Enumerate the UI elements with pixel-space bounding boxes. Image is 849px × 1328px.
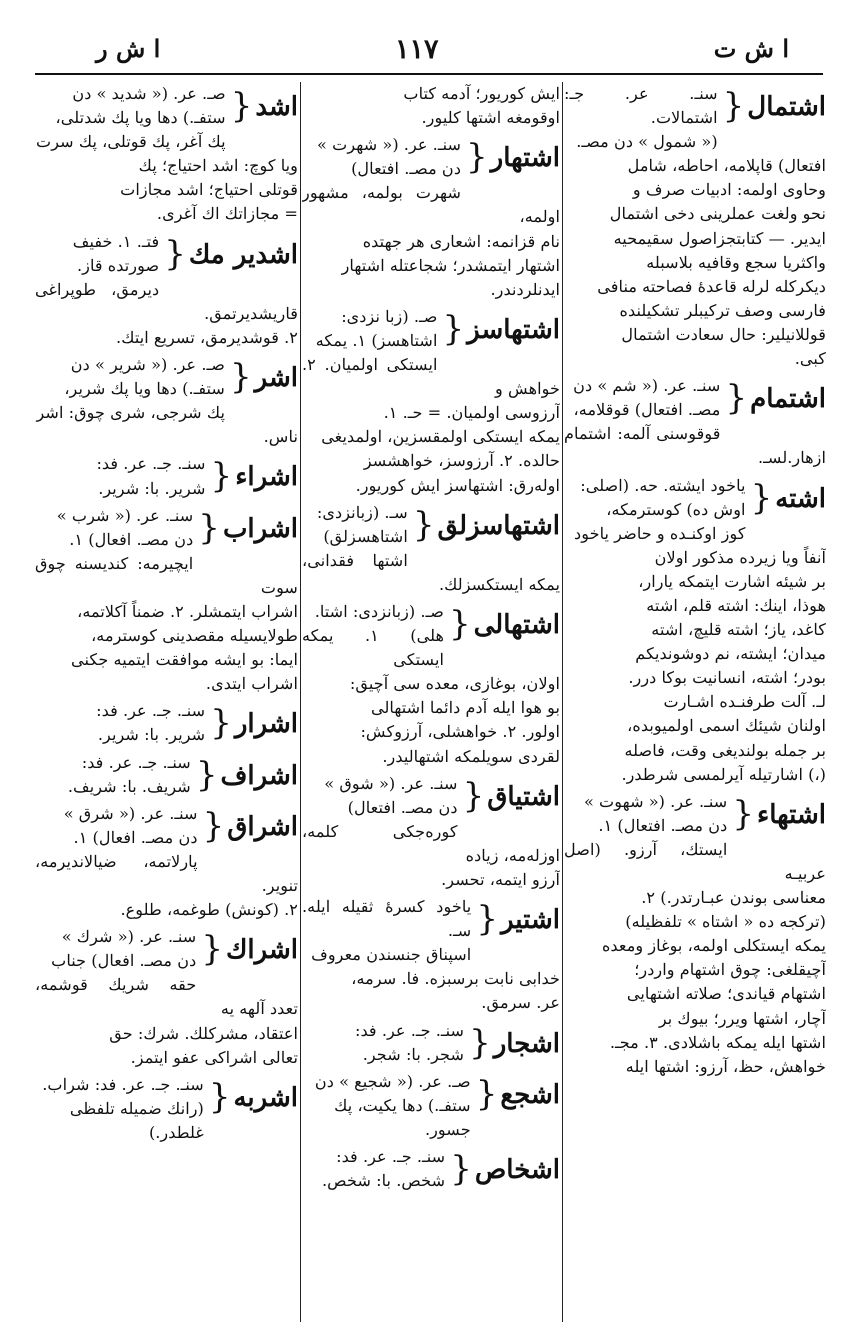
definition-line: يمكه ايستكلى اولمه، بوغاز ومعده [601, 936, 826, 956]
definition-line: بر جمله بولنديغى وقت، فاصله [624, 740, 826, 760]
definition-line: ايما: بو ايشه موافقت ايتميه جكنى [71, 650, 298, 670]
dictionary-entry [35, 504, 298, 697]
dictionary-entry [564, 790, 826, 1079]
entry-headword: اشر { [230, 353, 298, 402]
definition-line: صـ. عر. (« شجيع » دن [314, 1071, 471, 1091]
definition-line: قوتلى احتياج؛ اشد مجازات [120, 180, 298, 200]
definition-line: (،) اشارتيله آيرلمسى شرطدر. [621, 764, 826, 784]
definition-line: سـ. (زبانزدى: [316, 502, 408, 522]
definition-line: صـ. عر. (« شديد » دن [72, 84, 226, 103]
definition-line: ايچيرمه: كنديسنه چوق سوت [35, 553, 298, 597]
entry-headword: اشد { [231, 82, 298, 131]
definition-line: ايستك، آرزو. (اصل عربيـه [564, 839, 826, 883]
entry-headword: اشراف { [196, 751, 298, 800]
entry-headword: اشتهاسزلق { [413, 501, 560, 550]
definition-line: تعالى اشراكى عفو ايتمز. [130, 1047, 298, 1067]
definition-line: آچيقلغى: چوق اشتهام واردر؛ [634, 960, 826, 980]
definition-line: ديكركله لرله قاعدهٔ فصاحته منافى [597, 276, 826, 296]
definition-line: ستفـ.) دها ويا پك شدتلى، [55, 108, 226, 128]
definition-line: اشتهام قياندى؛ صلاته اشتهايى [626, 984, 826, 1004]
definition-line: آنفاً ويا زيرده مذكور اولان [654, 547, 826, 567]
entry-headword: اشتهاسز { [442, 305, 560, 354]
definition-line: سنـ. جـ. عر. فد: [354, 1020, 465, 1040]
dictionary-entry [35, 699, 298, 747]
entry-headword: اشته { [751, 474, 826, 523]
definition-line: دن مصـ. افعال) ١. [69, 529, 194, 549]
definition-line: دن مصـ. افتعال) [347, 797, 458, 817]
definition-line: لـ. آلت طرفنـده اشـارت [663, 692, 826, 712]
page-header [0, 0, 849, 78]
definition-line: اولور. ٢. خواهشلى، آرزوكش: [360, 722, 560, 742]
dictionary-entry [35, 751, 298, 799]
entry-headword: اشجع { [476, 1070, 560, 1119]
definition-line: اشراب ايتمشلر. ٢. ضمناً آكلاتمه، [77, 601, 298, 621]
definition-line: عر. سرمق. [481, 993, 560, 1013]
definition-line: ديرمق، طوپراغى قاريشديرتمق. [35, 279, 298, 323]
definition-line: خواهش، حظ، آرزو: اشتها ايله [625, 1056, 826, 1076]
definition-line: جسور. [424, 1119, 471, 1139]
definition-line: شريف. با: شريف. [67, 776, 191, 796]
definition-line: وحاوى اولمه: ادبيات صرف و [632, 180, 826, 200]
definition-line: صـ. (زبانزدى: اشتا. [314, 601, 444, 621]
dictionary-entry [35, 925, 298, 1070]
definition-line: ايش كوريور؛ آدمه كتاب [403, 84, 560, 103]
definition-line: هلى) ١. يمكه ايستكى [302, 626, 444, 670]
definition-line: واكثريا سجع وقافيه بلاسبله [646, 252, 826, 272]
definition-line: اسپناق جنسندن معروف [311, 945, 472, 965]
definition-line: صـ. (زبا نزدى: [341, 306, 438, 326]
definition-line: = مجازاتك اك آغرى. [156, 204, 298, 224]
definition-line: سنـ. عر. (« شم » دن [573, 376, 721, 396]
definition-line: معناسى بوندن عبـارتدر.) ٢. [641, 888, 826, 908]
definition-line: شجر. با: شجر. [362, 1044, 465, 1064]
definition-line: بر شيئه اشارت ايتمكه يارار، [638, 571, 826, 591]
definition-line: سنـ. جـ. عر. فد: [96, 701, 206, 721]
dictionary-entry [302, 1070, 560, 1142]
definition-line: دن مصـ. افعال) جناب [51, 951, 197, 971]
column-divider [562, 82, 563, 1322]
dictionary-column-left [35, 82, 298, 1322]
page-number: ١١٧ [395, 34, 439, 65]
definition-line: سنـ. عر. (« شهوت » [583, 791, 728, 811]
definition-line: لقردى سويلمكه اشتهاليدر. [382, 746, 560, 766]
dictionary-entry [302, 1019, 560, 1067]
definition-line: كورەجكى كلمه، اوزلەمه، زياده [302, 821, 560, 865]
dictionary-entry [302, 501, 560, 597]
entry-headword: اشتمام { [725, 374, 826, 423]
definition-line: آچار، اشتها ويرر؛ بيوك بر [658, 1008, 826, 1028]
header-rule [35, 73, 823, 75]
definition-line: ٢. (كونش) طوغمه، طلوع. [120, 900, 298, 920]
definition-line: آرزو ايتمه، تحسر. [441, 870, 560, 889]
entry-headword: اشتمال { [723, 82, 826, 131]
dictionary-entry [35, 353, 298, 449]
definition-line: سنـ. جـ. عر. فد: [96, 454, 206, 474]
dictionary-entry [302, 772, 560, 892]
definition-line: شرير. با: شرير. [98, 478, 206, 498]
definition-line: (تركجه ده « اشتاه » تلفظيله) [625, 912, 826, 932]
definition-line: ستفـ.) دها يكيت، پك [334, 1095, 471, 1115]
definition-line: كوز اوكنـده و حاضر ياخود [574, 523, 746, 543]
dictionary-entry [302, 82, 560, 130]
definition-line: حالده. ٢. آرزوسز، خواهشسز [363, 451, 560, 471]
definition-line: سنـ. عر. (« شرك » [61, 927, 197, 947]
definition-line: صـ. عر. (« شرير » دن [70, 355, 225, 375]
definition-line: خدابى نابت برسبزه. فا. سرمه، [351, 969, 560, 989]
definition-line: پك شرجى، شرى چوق: اشر [36, 403, 225, 423]
definition-line: سنـ. جـ. عر. فد: شراب. [42, 1074, 204, 1094]
definition-line: ايدير. — كتابتجزاصول سقيمحيه [613, 228, 826, 248]
definition-line: (رانك ضميله تلفظى [69, 1098, 204, 1118]
definition-line: ميدان؛ ايشته، نم دوشونديكم [635, 644, 826, 664]
dictionary-entry [35, 1073, 298, 1145]
definition-line: شهرت بولمه، مشهور اولمه، [302, 183, 560, 227]
dictionary-entry [35, 452, 298, 500]
entry-headword: اشتياق { [463, 772, 560, 821]
definition-line: پك آغر، پك قوتلى، پك سرت [35, 132, 226, 152]
definition-line: مصـ. افتعال) قوقلامه، [573, 400, 721, 420]
definition-line: آرزوسى اولميان. = حـ. ١. [383, 403, 560, 423]
definition-line: يمكه ايستكى اولمقسزين، اولمديغى [321, 427, 560, 447]
dictionary-entry [302, 895, 560, 1015]
running-head-right: ا ش ت [713, 34, 789, 63]
definition-line: اوقومغه اشتها كليور. [421, 108, 560, 128]
definition-line: كبى. [794, 349, 826, 369]
entry-headword: اشتير { [476, 895, 560, 944]
entry-headword: اشخاص { [450, 1145, 560, 1194]
definition-line: دن مصـ. افتعال) ١. [598, 815, 728, 835]
entry-headword: اشراق { [203, 802, 298, 851]
definition-line: اولان، بوغازى، معده سى آچيق: [349, 674, 560, 694]
dictionary-entry [302, 133, 560, 302]
running-head-left: ا ش ر [96, 34, 161, 63]
definition-line: اشراب ايتدى. [205, 674, 298, 694]
definition-line: ايدنلردندر. [490, 279, 560, 299]
definition-line: اشتهار ايتمشدر؛ شجاعتله اشتهار [341, 255, 560, 275]
definition-line: پارلاتمه، ضيالانديرمه، تنوير. [35, 851, 298, 895]
dictionary-column-right [564, 82, 826, 1322]
definition-line: ٢. قوشديرمق، تسريع ايتك. [116, 327, 298, 347]
definition-line: دن مصـ. افعال) ١. [73, 827, 198, 847]
definition-line: اوش ده) كوسترمكه، [606, 499, 746, 519]
definition-line: اولنان شيئك اسمى اولميوبده، [627, 716, 826, 736]
definition-line: (« شمول » دن مصـ. [576, 132, 718, 152]
definition-line: ياخود ايشته. حه. (اصلى: [580, 475, 746, 495]
definition-line: سنـ. عر. جـ: اشتمالات. [564, 84, 718, 128]
dictionary-entry [302, 600, 560, 769]
entry-headword: اشراك { [201, 925, 298, 974]
entry-headword: اشراء { [211, 452, 298, 501]
definition-line: فارسى وصف تركيبلر تشكيلنده [619, 300, 826, 320]
entry-headword: اشرار { [210, 699, 298, 748]
definition-line: طولايسيله مقصدينى كوسترمه، [91, 626, 298, 646]
dictionary-entry [564, 474, 826, 787]
definition-line: اولەرق: اشتهاسز ايش كوريور. [355, 475, 560, 495]
definition-line: ويا كوچ: اشد احتياج؛ پك [138, 156, 298, 176]
definition-line: ستفـ.) دها ويا پك شرير، [64, 379, 225, 399]
definition-line: فتـ. ١. خفيف [72, 231, 160, 251]
dictionary-entry [35, 802, 298, 922]
definition-line: بودر؛ اشته، انسانيت بوكا درر. [628, 668, 826, 688]
dictionary-entry [564, 82, 826, 371]
definition-line: سنـ. عر. (« شهرت » [317, 135, 462, 155]
definition-line: ناس. [263, 427, 298, 447]
definition-line: ياخود كسرهٔ ثقيله ايله. سـ. [302, 897, 472, 941]
dictionary-entry [302, 1145, 560, 1193]
definition-line: اشتاهسزلق) [323, 526, 408, 546]
dictionary-entry [302, 305, 560, 498]
definition-line: نحو ولغت عملرينى دخى اشتمال [609, 204, 826, 224]
definition-line: سنـ. جـ. عر. فد: [336, 1147, 446, 1167]
entry-headword: اشتهالى { [449, 600, 560, 649]
definition-line: شخص. با: شخص. [322, 1171, 446, 1191]
definition-line: قوللانيلير: حال سعادت اشتمال [621, 324, 826, 344]
definition-line: نام قزانمه: اشعارى هر جهتده [362, 231, 560, 251]
dictionary-entry [564, 374, 826, 470]
column-divider [300, 82, 301, 1322]
definition-line: سنـ. جـ. عر. فد: [81, 752, 191, 772]
definition-line: اشتها ايله يمكه باشلادى. ٣. مجـ. [609, 1032, 826, 1052]
dictionary-column-middle [302, 82, 560, 1322]
definition-line: قوقوسنى آلمه: اشتمام ازهار.لسـ. [564, 424, 826, 468]
definition-line: افتعال) قاپلامه، احاطه، شامل [627, 156, 826, 176]
definition-line: اعتقاد، مشركلك. شرك: حق [109, 1023, 298, 1043]
dictionary-entry [35, 230, 298, 350]
entry-headword: اشتهار { [466, 133, 560, 182]
definition-line: صورتده قاز. [77, 255, 160, 275]
entry-headword: اشجار { [469, 1019, 560, 1068]
definition-line: كاغد، ياز؛ اشته قليچ، اشته [651, 620, 826, 640]
definition-line: حقه شريك قوشمه، تعدد آلهه يه [35, 975, 298, 1019]
definition-line: شرير. با: شرير. [97, 725, 206, 745]
definition-line: اشتها فقدانى، يمكه ايستكسزلك. [302, 550, 560, 594]
definition-line: سنـ. عر. (« شرق » [63, 803, 198, 823]
definition-line: سنـ. عر. (« شوق » [324, 773, 458, 793]
definition-line: سنـ. عر. (« شرب » [56, 505, 194, 525]
entry-headword: اشربه { [209, 1073, 298, 1122]
definition-line: غلطدر.) [148, 1122, 204, 1142]
dictionary-entry [35, 82, 298, 227]
entry-headword: اشتهاء { [732, 790, 826, 839]
definition-line: ايستكى اولميان. ٢. خواهش و [302, 355, 560, 399]
definition-line: اشتاهسز) ١. يمكه [315, 330, 438, 350]
entry-headword: اشراب { [198, 504, 298, 553]
entry-headword: اشدير مك { [164, 230, 298, 279]
definition-line: دن مصـ. افتعال) [351, 159, 462, 179]
definition-line: بو هوا ايله آدم دائما اشتهالى [370, 698, 560, 718]
definition-line: هوذا، اينك: اشته قلم، اشته [646, 595, 826, 615]
